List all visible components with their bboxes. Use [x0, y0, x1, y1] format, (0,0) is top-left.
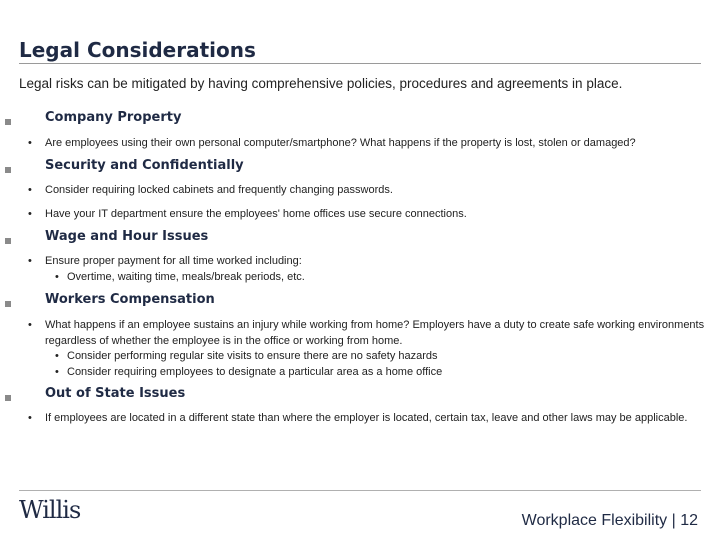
sub-bullet: [45, 349, 705, 365]
footer-divider: [19, 490, 701, 491]
title-divider: [19, 63, 701, 64]
bullet-icon: •: [28, 208, 32, 220]
section-heading: Company Property: [45, 110, 182, 125]
bullet-text: Are employees using their own personal computer/smartphone? What happens if the property is lost, stolen or damaged?: [45, 137, 636, 149]
page-title: Legal Considerations: [19, 38, 256, 62]
sub-bullet-text: Consider performing regular site visits to ensure there are no safety hazards: [67, 350, 438, 362]
bullet-main-text: Ensure proper payment for all time worked including:: [45, 255, 302, 267]
bullet-icon: •: [28, 319, 32, 331]
bullet-icon: •: [28, 412, 32, 424]
footer-label: Workplace Flexibility |: [521, 512, 681, 529]
sub-bullet: [45, 270, 705, 286]
sub-bullet-icon: •: [55, 350, 59, 362]
section-marker-icon: [5, 119, 11, 125]
section-marker-icon: [5, 395, 11, 401]
section-marker-icon: [5, 238, 11, 244]
section-heading: Wage and Hour Issues: [45, 229, 209, 244]
section-marker-icon: [5, 301, 11, 307]
section-heading: Security and Confidentially: [45, 158, 244, 173]
intro-text: Legal risks can be mitigated by having comprehensive policies, procedures and agreements in place.: [19, 76, 623, 91]
bullet-main-text: What happens if an employee sustains an injury while working from home? Employers have a duty to create safe working environments regardless of whether the employee is in the office or working from home.: [45, 319, 705, 347]
bullet-text: [45, 254, 705, 285]
bullet-text: [45, 318, 705, 380]
sub-bullet-text: Overtime, waiting time, meals/break periods, etc.: [67, 270, 305, 283]
willis-logo: Willis: [19, 496, 81, 524]
sub-bullet: [45, 365, 705, 381]
section-heading: Out of State Issues: [45, 386, 186, 401]
footer-text: [522, 512, 698, 530]
bullet-icon: •: [28, 137, 32, 149]
sub-bullet-text: Consider requiring employees to designate a particular area as a home office: [67, 365, 443, 378]
bullet-text: Consider requiring locked cabinets and frequently changing passwords.: [45, 184, 393, 196]
sub-bullet-icon: •: [55, 365, 59, 378]
section-marker-icon: [5, 167, 11, 173]
bullet-icon: •: [28, 255, 32, 267]
sub-bullet-icon: •: [55, 270, 59, 283]
bullet-text: If employees are located in a different state than where the employer is located, certain tax, leave and other laws may be applicable.: [45, 412, 688, 424]
bullet-text: Have your IT department ensure the employees' home offices use secure connections.: [45, 208, 467, 220]
bullet-icon: •: [28, 184, 32, 196]
page-number: 12: [680, 512, 698, 529]
section-heading: Workers Compensation: [45, 292, 215, 307]
